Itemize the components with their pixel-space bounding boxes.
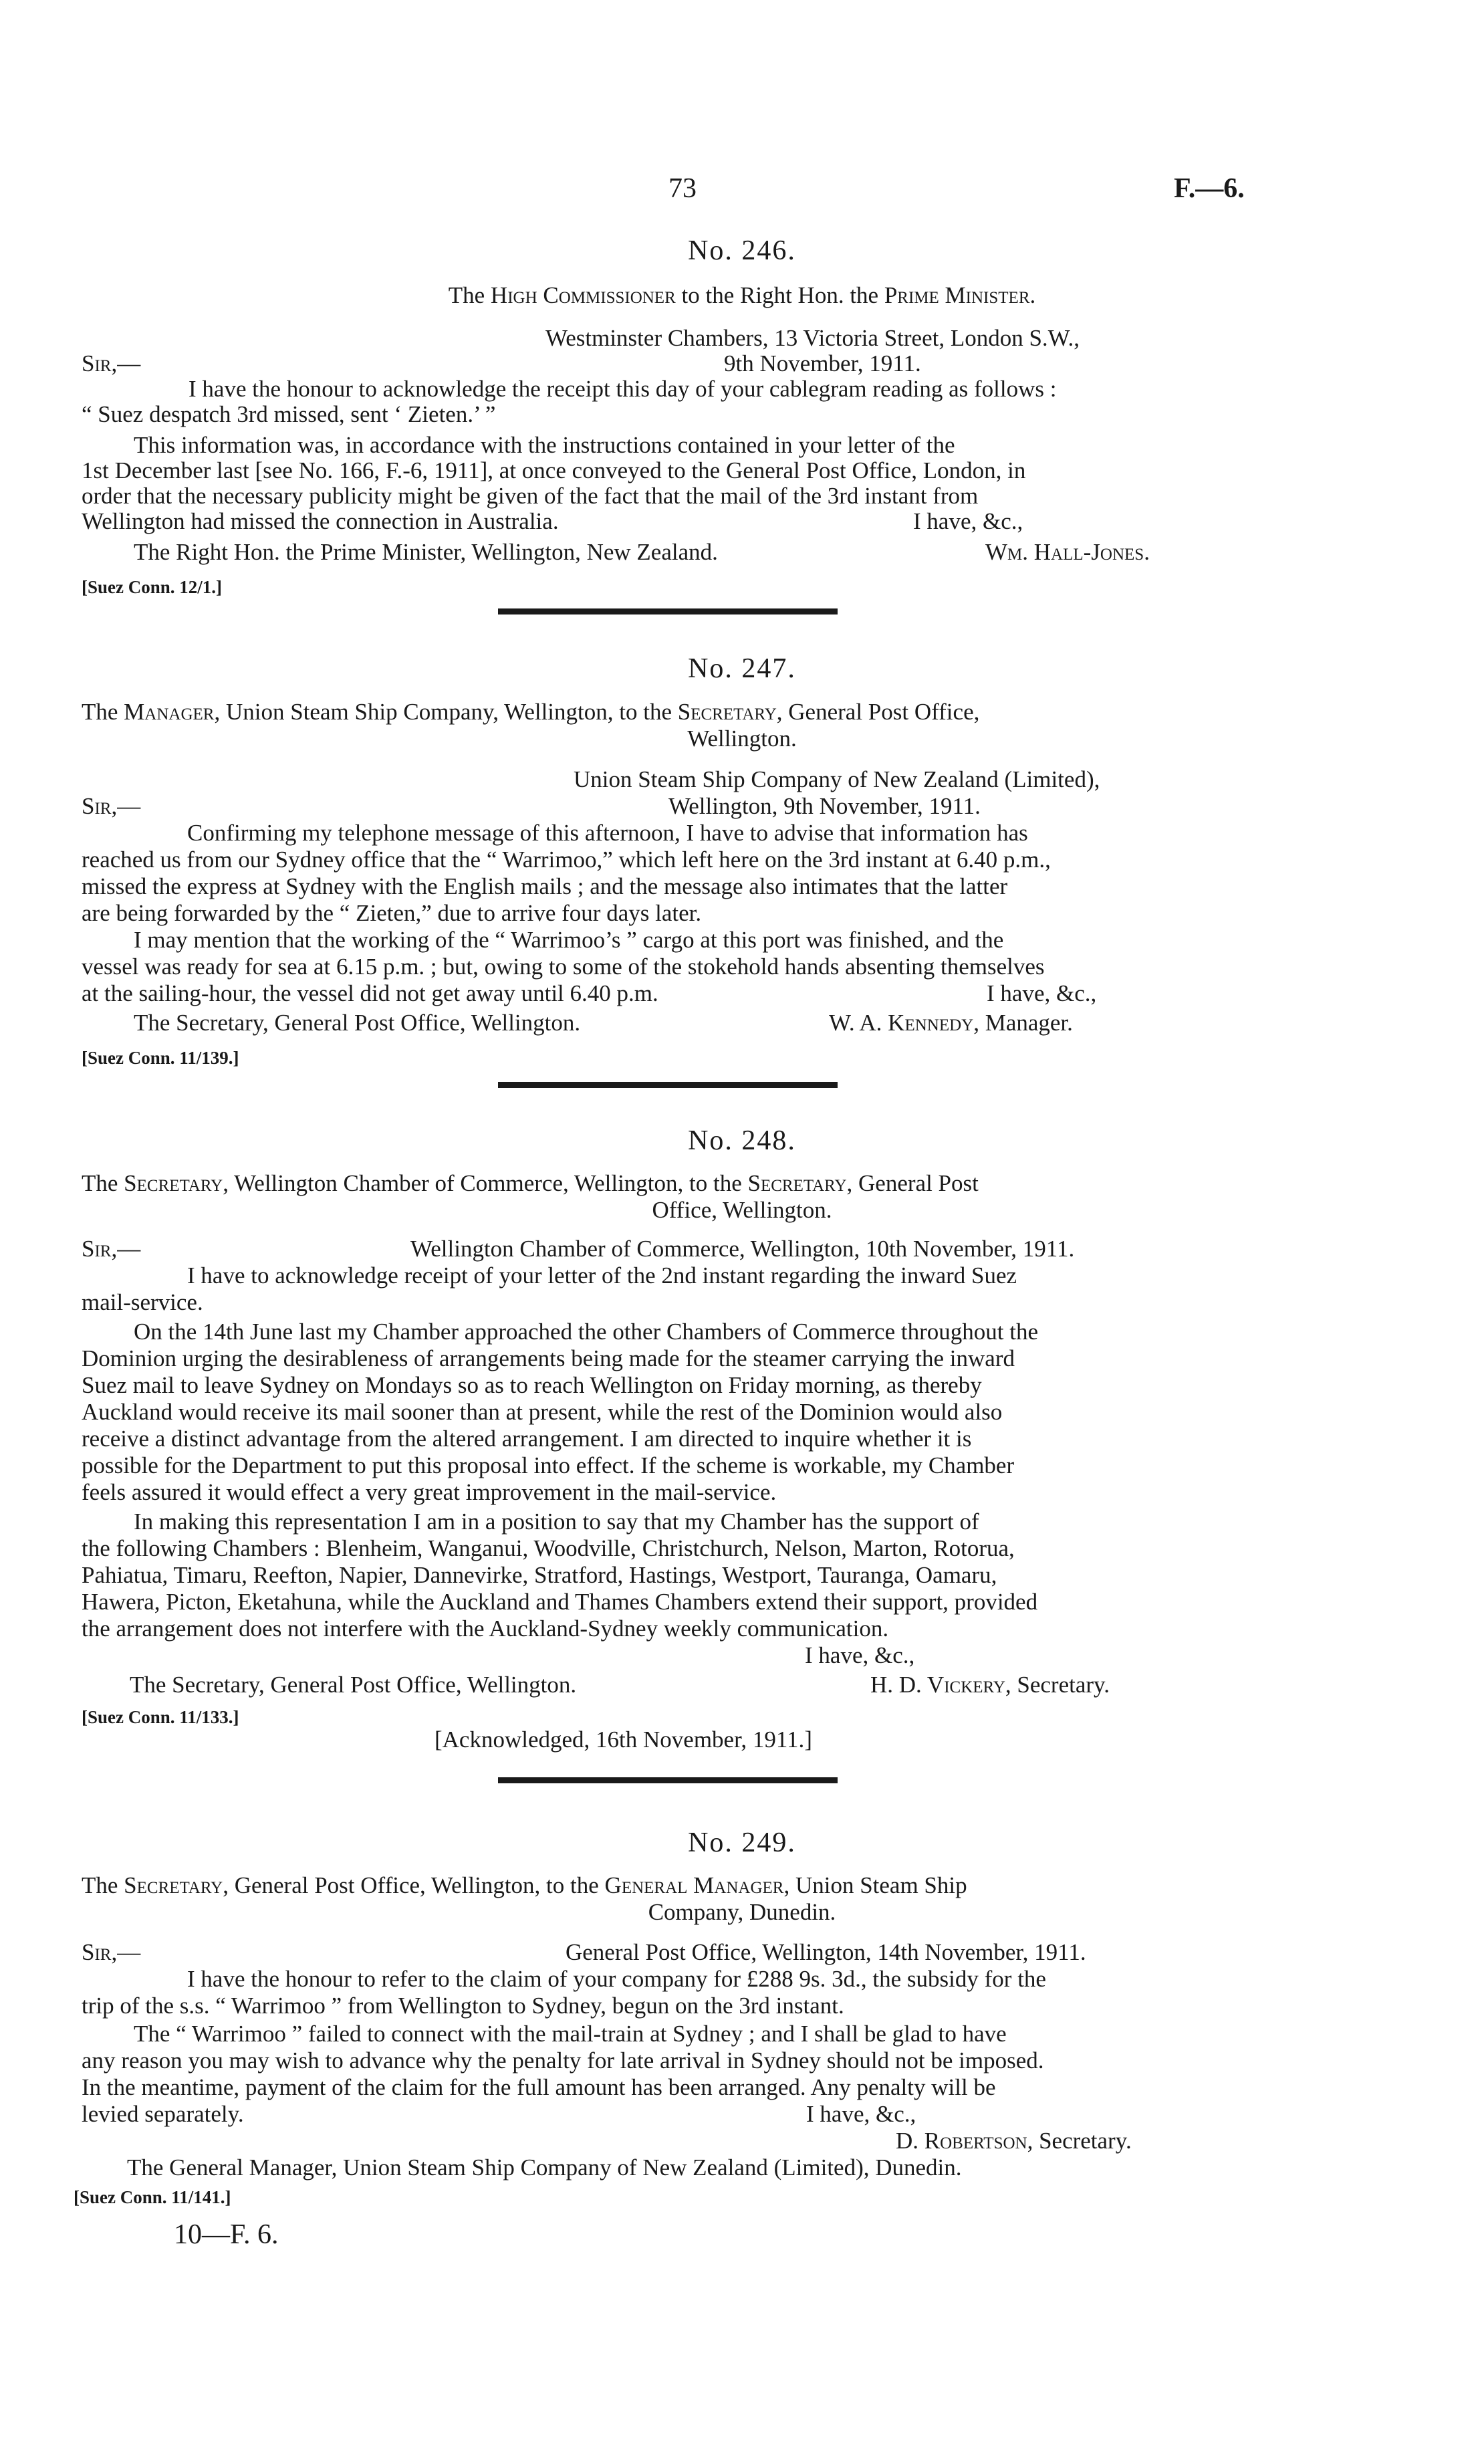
signature: Wm. Hall-Jones. <box>985 539 1150 565</box>
body-line: I have to acknowledge receipt of your letter of the 2nd instant regarding the inward Suez <box>187 1262 1017 1289</box>
body-line: reached us from our Sydney office that the “ Warrimoo,” which left here on the 3rd instant at 6.40 p.m., <box>82 847 1051 873</box>
body-line: the following Chambers : Blenheim, Wanganui, Woodville, Christchurch, Nelson, Marton, Rotorua, <box>82 1535 1015 1561</box>
file-reference: [Suez Conn. 11/139.] <box>82 1048 239 1068</box>
acknowledgement-note: [Acknowledged, 16th November, 1911.] <box>435 1726 812 1753</box>
divider-rule <box>498 608 838 614</box>
body-line: Suez mail to leave Sydney on Mondays so as to reach Wellington on Friday morning, as thereby <box>82 1372 982 1398</box>
letter-title-cont: Company, Dunedin. <box>648 1899 836 1925</box>
closing: I have, &c., <box>913 508 1023 534</box>
body-line: I have the honour to acknowledge the receipt this day of your cablegram reading as follows : <box>189 376 1057 402</box>
letter-title: The Manager, Union Steam Ship Company, Wellington, to the Secretary, General Post Office, <box>82 699 980 725</box>
letter-number: No. 247. <box>688 653 796 684</box>
addressee: The Secretary, General Post Office, Wellington. <box>134 1010 581 1036</box>
body-line: at the sailing-hour, the vessel did not get away until 6.40 p.m. <box>82 980 658 1006</box>
file-reference: [Suez Conn. 12/1.] <box>82 577 223 597</box>
body-line: Wellington had missed the connection in Australia. <box>82 508 559 534</box>
addressee: The Right Hon. the Prime Minister, Wellington, New Zealand. <box>134 539 718 565</box>
salutation: Sir,— <box>82 1939 141 1965</box>
body-line: trip of the s.s. “ Warrimoo ” from Wellington to Sydney, begun on the 3rd instant. <box>82 1993 844 2019</box>
address-date: General Post Office, Wellington, 14th November, 1911. <box>566 1939 1086 1965</box>
page-number: 73 <box>668 173 697 204</box>
body-line: any reason you may wish to advance why the penalty for late arrival in Sydney should not be imposed. <box>82 2047 1044 2074</box>
body-line: are being forwarded by the “ Zieten,” due to arrive four days later. <box>82 900 702 926</box>
body-line: I have the honour to refer to the claim of your company for £288 9s. 3d., the subsidy for the <box>187 1966 1046 1992</box>
body-line: missed the express at Sydney with the English mails ; and the message also intimates that the latter <box>82 873 1008 899</box>
letter-date: 9th November, 1911. <box>724 350 921 376</box>
letter-title-cont: Wellington. <box>687 725 797 752</box>
body-line: On the 14th June last my Chamber approached the other Chambers of Commerce throughout the <box>134 1319 1038 1345</box>
signature: W. A. Kennedy, Manager. <box>829 1010 1073 1036</box>
body-line: feels assured it would effect a very great improvement in the mail-service. <box>82 1479 777 1505</box>
letter-title: The High Commissioner to the Right Hon. the Prime Minister. <box>448 282 1036 308</box>
body-line: Auckland would receive its mail sooner than at present, while the rest of the Dominion would also <box>82 1399 1003 1425</box>
address-date: Wellington Chamber of Commerce, Wellington, 10th November, 1911. <box>410 1236 1075 1262</box>
closing: I have, &c., <box>805 1642 915 1668</box>
salutation: Sir,— <box>82 793 141 819</box>
printer-signature-mark: 10—F. 6. <box>174 2219 279 2250</box>
body-line: In making this representation I am in a position to say that my Chamber has the support of <box>134 1508 979 1535</box>
divider-rule <box>498 1082 838 1088</box>
signature: H. D. Vickery, Secretary. <box>870 1672 1110 1698</box>
body-line: Confirming my telephone message of this afternoon, I have to advise that information has <box>187 820 1028 846</box>
salutation: Sir,— <box>82 350 141 376</box>
salutation: Sir,— <box>82 1236 141 1262</box>
body-line: the arrangement does not interfere with the Auckland-Sydney weekly communication. <box>82 1615 889 1642</box>
body-line: possible for the Department to put this proposal into effect. If the scheme is workable, my Chamber <box>82 1452 1015 1478</box>
body-line: I may mention that the working of the “ Warrimoo’s ” cargo at this port was finished, and the <box>134 927 1004 953</box>
closing: I have, &c., <box>987 980 1097 1006</box>
body-line: Hawera, Picton, Eketahuna, while the Auckland and Thames Chambers extend their support, provided <box>82 1589 1038 1615</box>
letter-number: No. 246. <box>688 235 796 266</box>
signature: D. Robertson, Secretary. <box>896 2128 1132 2154</box>
closing: I have, &c., <box>806 2101 916 2127</box>
sender-address: Westminster Chambers, 13 Victoria Street, London S.W., <box>545 325 1080 351</box>
body-line: 1st December last [see No. 166, F.-6, 1911], at once conveyed to the General Post Office, London, in <box>82 457 1026 483</box>
body-line: In the meantime, payment of the claim for the full amount has been arranged. Any penalty will be <box>82 2074 996 2100</box>
body-line: order that the necessary publicity might be given of the fact that the mail of the 3rd instant from <box>82 483 979 509</box>
letter-title-cont: Office, Wellington. <box>652 1197 832 1223</box>
sender-address: Union Steam Ship Company of New Zealand (Limited), <box>574 766 1100 792</box>
body-line: Dominion urging the desirableness of arrangements being made for the steamer carrying the inward <box>82 1345 1015 1371</box>
letter-title: The Secretary, Wellington Chamber of Commerce, Wellington, to the Secretary, General Post <box>82 1170 979 1196</box>
letter-title: The Secretary, General Post Office, Wellington, to the General Manager, Union Steam Ship <box>82 1872 967 1898</box>
body-line: levied separately. <box>82 2101 244 2127</box>
body-line: receive a distinct advantage from the altered arrangement. I am directed to inquire whether it is <box>82 1426 972 1452</box>
file-reference: [Suez Conn. 11/133.] <box>82 1707 239 1727</box>
body-line: vessel was ready for sea at 6.15 p.m. ; but, owing to some of the stokehold hands absenting themselves <box>82 954 1045 980</box>
divider-rule <box>498 1777 838 1783</box>
body-line: The “ Warrimoo ” failed to connect with the mail-train at Sydney ; and I shall be glad to have <box>134 2021 1007 2047</box>
file-reference: [Suez Conn. 11/141.] <box>74 2187 231 2207</box>
letter-number: No. 249. <box>688 1827 796 1858</box>
letter-number: No. 248. <box>688 1125 796 1156</box>
page-reference: F.—6. <box>1174 173 1245 204</box>
addressee: The Secretary, General Post Office, Wellington. <box>130 1672 577 1698</box>
body-line: Pahiatua, Timaru, Reefton, Napier, Dannevirke, Stratford, Hastings, Westport, Tauranga, Oamaru, <box>82 1562 997 1588</box>
addressee: The General Manager, Union Steam Ship Company of New Zealand (Limited), Dunedin. <box>127 2154 962 2180</box>
body-line: “ Suez despatch 3rd missed, sent ‘ Zieten.’ ” <box>82 401 496 427</box>
letter-date: Wellington, 9th November, 1911. <box>668 793 981 819</box>
body-line: This information was, in accordance with the instructions contained in your letter of the <box>134 432 955 458</box>
body-line: mail-service. <box>82 1289 203 1315</box>
